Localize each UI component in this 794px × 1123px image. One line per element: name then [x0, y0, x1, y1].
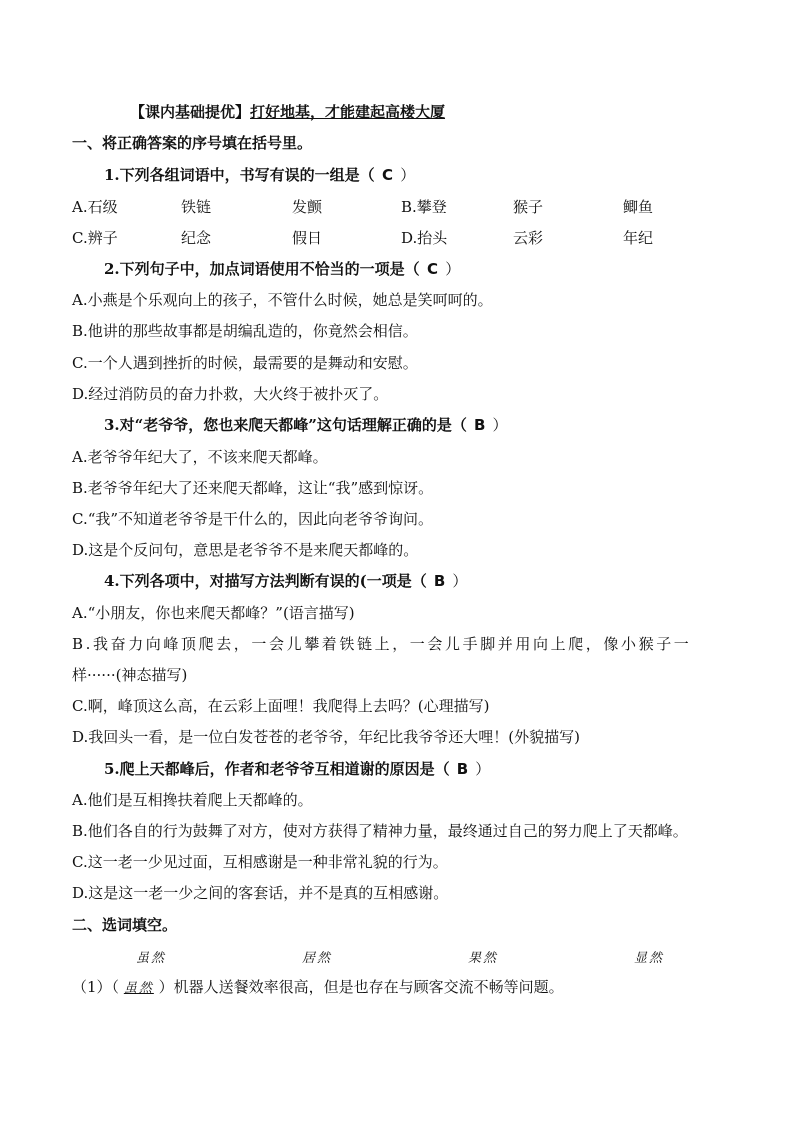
q2-stem: 2.下列句子中，加点词语使用不恰当的一项是（ C ）: [104, 260, 461, 278]
q4-stem: 4.下列各项中，对描写方法判断有误的(一项是（ B ）: [104, 572, 468, 590]
q3-option-a: A.老爷爷年纪大了，不该来爬天都峰。: [72, 448, 328, 466]
word-option-1: 虽然: [136, 951, 167, 966]
q4-option-a: A.“小朋友，你也来爬天都峰？”(语言描写): [72, 604, 355, 622]
q2-option-d: D.经过消防员的奋力扑救，大火终于被扑灭了。: [72, 385, 389, 403]
title-slogan: 打好地基，才能建起高楼大厦: [250, 103, 446, 121]
fill-item-1: （1）（ 虽然 ）机器人送餐效率很高，但是也存在与顾客交流不畅等问题。: [72, 978, 564, 996]
q3-option-c: C.“我”不知道老爷爷是干什么的，因此向老爷爷询问。: [72, 510, 434, 528]
q5-option-b: B.他们各自的行为鼓舞了对方，使对方获得了精神力量，最终通过自己的努力爬上了天都峰。: [72, 822, 688, 840]
q2-answer: C: [426, 260, 438, 278]
q5-stem: 5.爬上天都峰后，作者和老爷爷互相道谢的原因是（ B ）: [104, 760, 491, 778]
q2-option-b: B.他讲的那些故事都是胡编乱造的，你竟然会相信。: [72, 322, 418, 340]
word-option-2: 居然: [302, 951, 333, 966]
section1-heading: 一、将正确答案的序号填在括号里。: [72, 134, 313, 152]
q5-option-d: D.这是这一老一少之间的客套话，并不是真的互相感谢。: [72, 884, 449, 902]
q5-option-a: A.他们是互相搀扶着爬上天都峰的。: [72, 791, 313, 809]
q1-stem: 1.下列各组词语中，书写有误的一组是（ C ）: [104, 166, 416, 184]
q3-answer: B: [473, 416, 486, 434]
q4-option-d: D.我回头一看，是一位白发苍苍的老爷爷，年纪比我爷爷还大哩！(外貌描写): [72, 728, 580, 746]
q5-answer: B: [456, 760, 469, 778]
q1-answer: C: [381, 166, 393, 184]
q5-option-c: C.这一老一少见过面，互相感谢是一种非常礼貌的行为。: [72, 853, 448, 871]
q2-option-c: C.一个人遇到挫折的时候，最需要的是舞动和安慰。: [72, 354, 418, 372]
title-bracket: 【课内基础提优】: [130, 103, 251, 121]
q3-option-d: D.这是个反问句，意思是老爷爷不是来爬天都峰的。: [72, 541, 419, 559]
fill-item-1-answer: 虽然: [123, 981, 154, 996]
q4-answer: B: [433, 572, 446, 590]
q4-option-b: B.我奋力向峰顶爬去，一会儿攀着铁链上，一会儿手脚并用向上爬，像小猴子一: [72, 635, 692, 653]
section-title: [130, 101, 445, 122]
section2-heading: 二、选词填空。: [72, 916, 178, 934]
q3-option-b: B.老爷爷年纪大了还来爬天都峰，这让“我”感到惊讶。: [72, 479, 434, 497]
word-option-4: 显然: [634, 951, 665, 966]
q4-option-b-cont: 样······(神态描写): [72, 666, 188, 684]
q2-option-a: A.小燕是个乐观向上的孩子，不管什么时候，她总是笑呵呵的。: [72, 291, 493, 309]
word-option-3: 果然: [468, 951, 499, 966]
q3-stem: 3.对“老爷爷，您也来爬天都峰”这句话理解正确的是（ B ）: [104, 416, 508, 434]
q4-option-c: C.啊，峰顶这么高，在云彩上面哩！我爬得上去吗？(心理描写): [72, 697, 490, 715]
